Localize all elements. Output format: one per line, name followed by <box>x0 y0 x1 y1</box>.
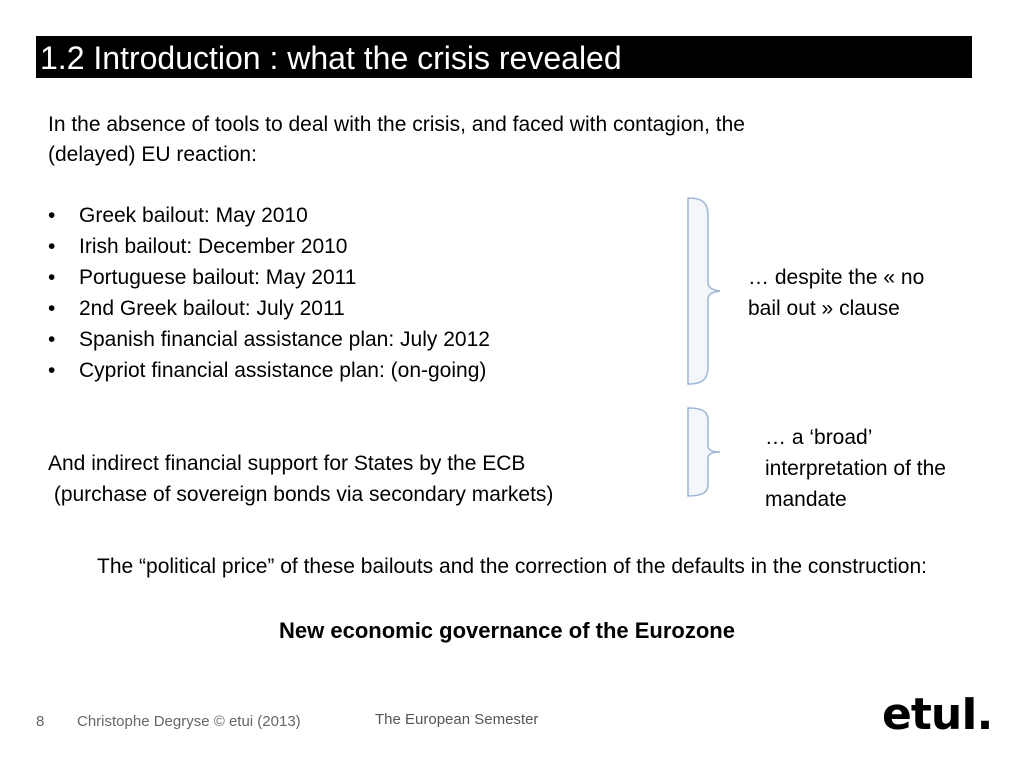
broad-mandate-note-line-1: … a ‘broad’ <box>765 426 873 449</box>
no-bailout-note-line-2: bail out » clause <box>748 297 900 320</box>
bailout-item <box>48 200 688 231</box>
bailout-item <box>48 324 688 355</box>
bailout-list <box>48 200 688 386</box>
broad-mandate-note-line-3: mandate <box>765 488 847 511</box>
conclusion-heading: New economic governance of the Eurozone <box>279 618 735 643</box>
footer-presentation-title: The European Semester <box>375 711 539 728</box>
political-price-text: The “political price” of these bailouts and the correction of the defaults in the construction: <box>97 555 927 578</box>
bailout-item-text: Irish bailout: December 2010 <box>79 235 348 258</box>
bailout-item <box>48 262 688 293</box>
bullet-icon: • <box>48 204 56 227</box>
etui-logo: etuI. <box>882 689 993 740</box>
bailout-item-text: Spanish financial assistance plan: July 2012 <box>79 328 490 351</box>
bailout-item-text: Portuguese bailout: May 2011 <box>79 266 357 289</box>
bullet-icon: • <box>48 297 56 320</box>
broad-mandate-note <box>765 422 1005 515</box>
intro-text <box>48 110 928 170</box>
bullet-icon: • <box>48 266 56 289</box>
right-brace-icon <box>686 196 742 386</box>
ecb-line-1: And indirect financial support for States by the ECB <box>48 452 526 475</box>
page-number: 8 <box>36 713 45 730</box>
intro-line-2: (delayed) EU reaction: <box>48 143 257 166</box>
bailout-item-text: Greek bailout: May 2010 <box>79 204 308 227</box>
right-brace-shape <box>688 198 720 384</box>
bullet-icon: • <box>48 328 56 351</box>
ecb-line-2: (purchase of sovereign bonds via secondary markets) <box>48 483 554 506</box>
slide-title: 1.2 Introduction : what the crisis revealed <box>40 40 622 76</box>
bullet-icon: • <box>48 359 56 382</box>
intro-line-1: In the absence of tools to deal with the crisis, and faced with contagion, the <box>48 113 745 136</box>
bailout-item <box>48 231 688 262</box>
bailout-item <box>48 355 688 386</box>
title-bar <box>36 36 972 78</box>
broad-mandate-note-line-2: interpretation of the <box>765 457 946 480</box>
ecb-support-text <box>48 448 688 510</box>
bullet-icon: • <box>48 235 56 258</box>
no-bailout-note <box>748 262 998 324</box>
bailout-item <box>48 293 688 324</box>
right-brace-icon <box>686 406 742 498</box>
bailout-item-text: Cypriot financial assistance plan: (on-going) <box>79 359 487 382</box>
no-bailout-note-line-1: … despite the « no <box>748 266 925 289</box>
bailout-item-text: 2nd Greek bailout: July 2011 <box>79 297 345 320</box>
footer-author: Christophe Degryse © etui (2013) <box>77 713 301 730</box>
right-brace-shape <box>688 408 720 496</box>
